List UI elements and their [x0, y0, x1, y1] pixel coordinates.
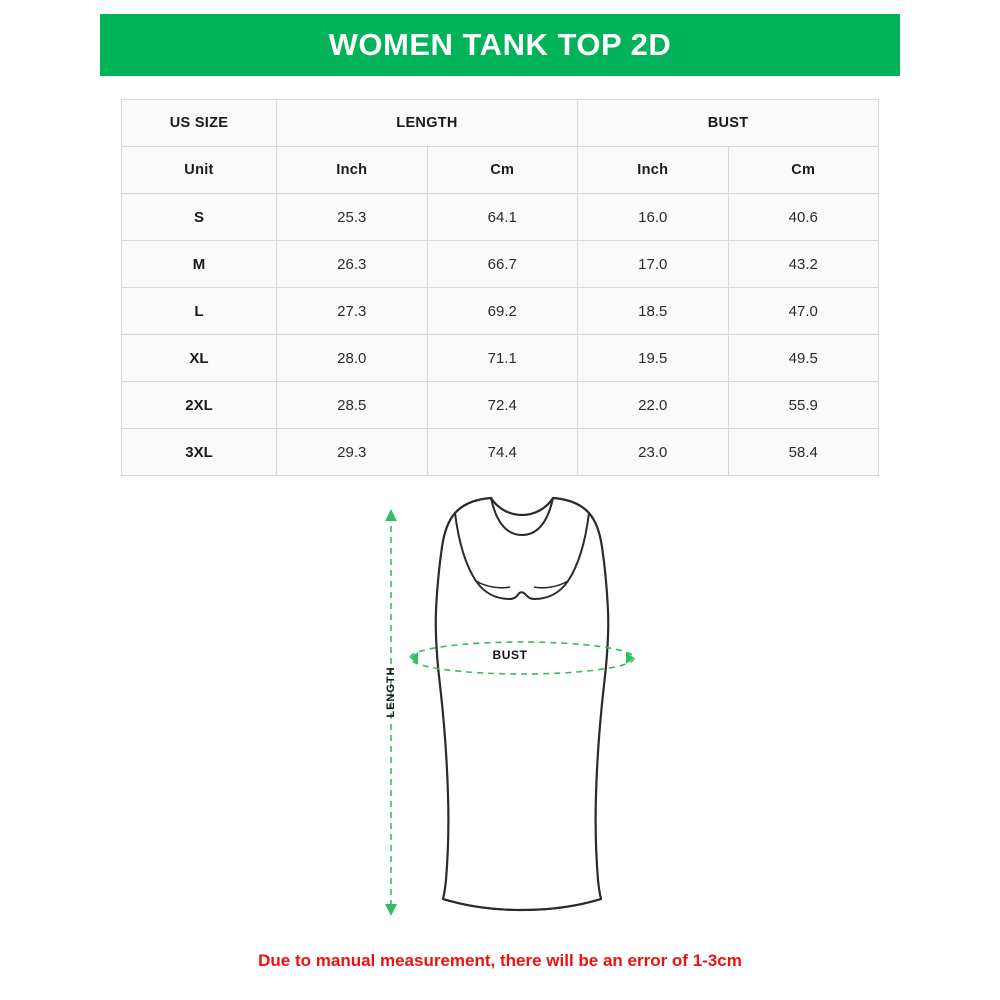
table-header-row: [122, 100, 879, 147]
row-size: L: [122, 288, 277, 335]
unit-length-inch: Inch: [277, 147, 428, 194]
row-bust-cm: 43.2: [728, 241, 879, 288]
header-length: LENGTH: [277, 100, 578, 147]
row-length-inch: 25.3: [277, 194, 428, 241]
size-chart-table-wrapper: [121, 99, 878, 476]
row-length-inch: 28.5: [277, 382, 428, 429]
header-banner: [100, 14, 900, 76]
row-bust-inch: 16.0: [578, 194, 729, 241]
header-bust: BUST: [578, 100, 879, 147]
row-bust-inch: 18.5: [578, 288, 729, 335]
row-length-cm: 64.1: [427, 194, 578, 241]
row-size: M: [122, 241, 277, 288]
row-bust-cm: 40.6: [728, 194, 879, 241]
table-row: [122, 429, 879, 476]
row-length-cm: 74.4: [427, 429, 578, 476]
row-size: 2XL: [122, 382, 277, 429]
measurement-disclaimer: Due to manual measurement, there will be an error of 1-3cm: [258, 951, 742, 970]
row-bust-inch: 23.0: [578, 429, 729, 476]
row-bust-cm: 55.9: [728, 382, 879, 429]
row-length-cm: 71.1: [427, 335, 578, 382]
unit-label: Unit: [122, 147, 277, 194]
row-length-cm: 69.2: [427, 288, 578, 335]
bust-axis-label: BUST: [492, 648, 528, 662]
length-arrow-bottom: [385, 904, 397, 916]
header-us-size: US SIZE: [122, 100, 277, 147]
length-arrow-top: [385, 509, 397, 521]
table-row: [122, 288, 879, 335]
table-row: [122, 194, 879, 241]
row-bust-inch: 19.5: [578, 335, 729, 382]
table-row: [122, 335, 879, 382]
row-size: 3XL: [122, 429, 277, 476]
row-bust-inch: 22.0: [578, 382, 729, 429]
row-bust-cm: 49.5: [728, 335, 879, 382]
page-title: WOMEN TANK TOP 2D: [328, 27, 672, 62]
size-chart-table: [121, 99, 879, 476]
length-axis-label: LENGTH: [385, 666, 397, 718]
table-unit-row: [122, 147, 879, 194]
row-length-inch: 27.3: [277, 288, 428, 335]
unit-bust-inch: Inch: [578, 147, 729, 194]
unit-length-cm: Cm: [427, 147, 578, 194]
row-length-cm: 72.4: [427, 382, 578, 429]
table-row: [122, 241, 879, 288]
row-bust-cm: 47.0: [728, 288, 879, 335]
row-length-cm: 66.7: [427, 241, 578, 288]
row-length-inch: 29.3: [277, 429, 428, 476]
row-size: XL: [122, 335, 277, 382]
row-size: S: [122, 194, 277, 241]
row-length-inch: 26.3: [277, 241, 428, 288]
row-bust-cm: 58.4: [728, 429, 879, 476]
table-row: [122, 382, 879, 429]
row-bust-inch: 17.0: [578, 241, 729, 288]
unit-bust-cm: Cm: [728, 147, 879, 194]
row-length-inch: 28.0: [277, 335, 428, 382]
